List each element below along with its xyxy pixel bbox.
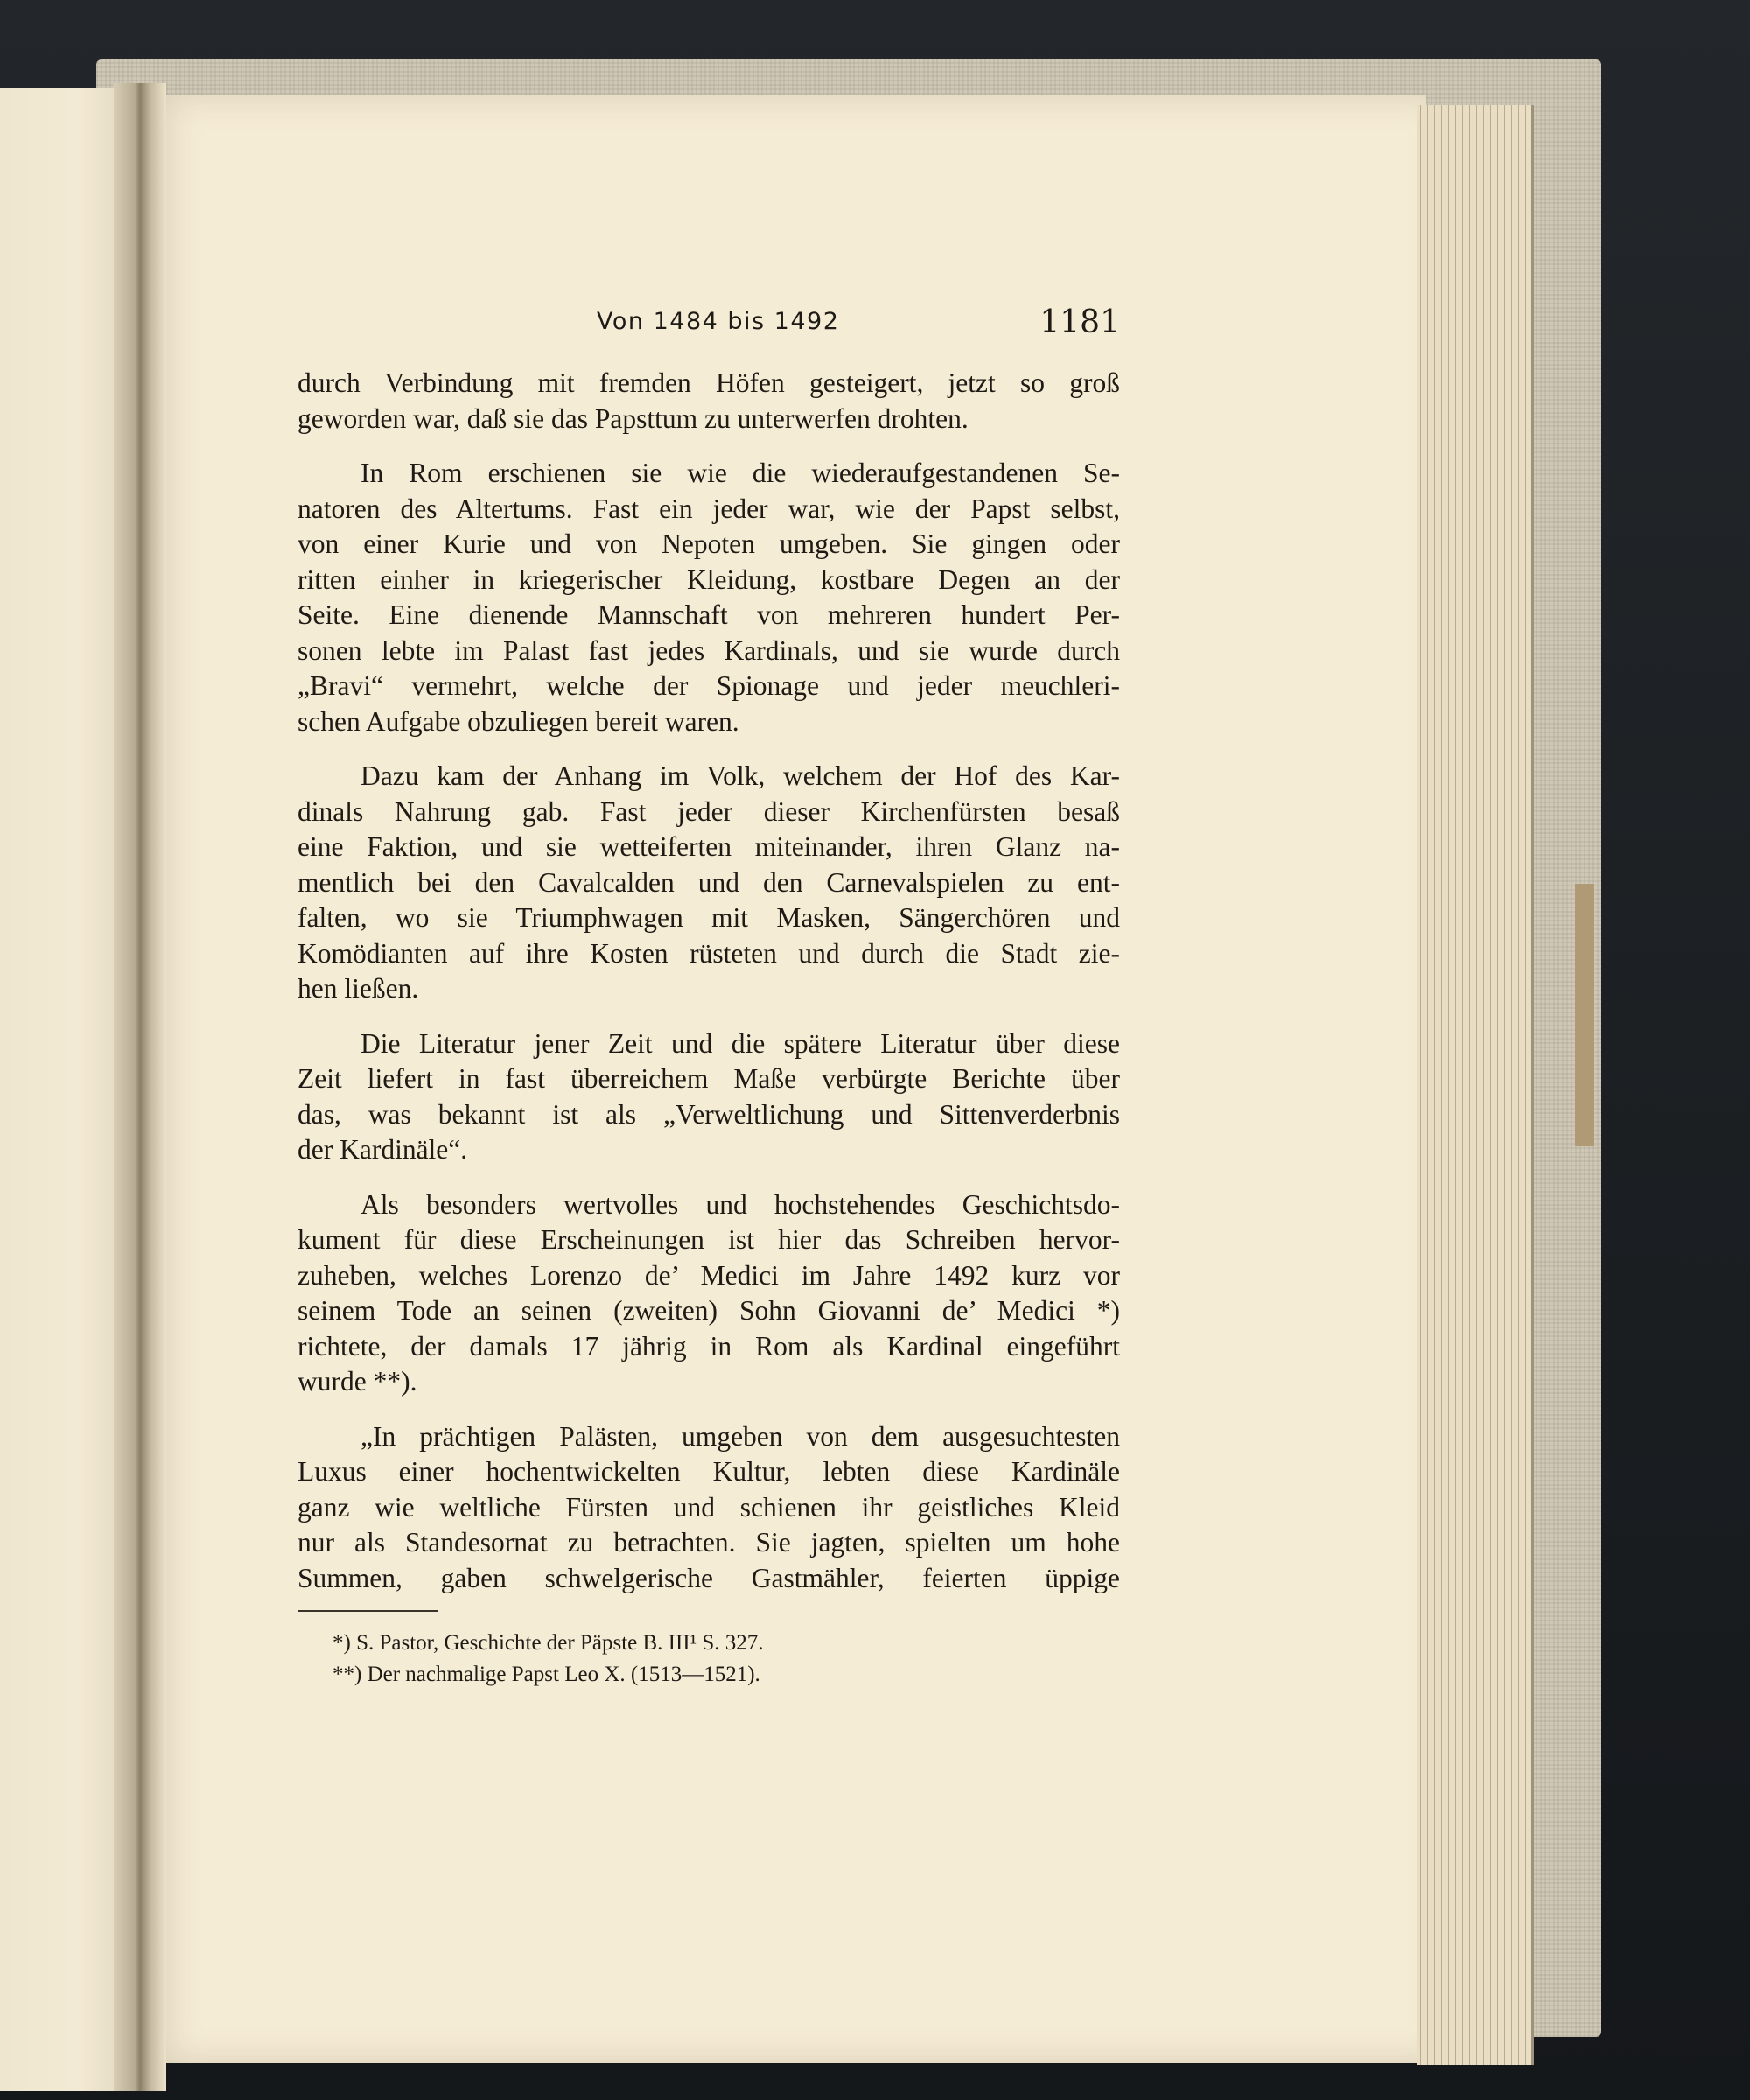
- paragraph: [298, 366, 1120, 437]
- footnote: *) S. Pastor, Geschichte der Päpste B. III¹ S. 327.: [332, 1631, 764, 1655]
- paragraph: [298, 1026, 1120, 1168]
- body-text: [298, 366, 1120, 1615]
- text-line: zuheben, welches Lorenzo de’ Medici im Jahre 1492 kurz vor: [298, 1259, 1120, 1291]
- facing-page-edge: [0, 88, 131, 2091]
- text-line: eine Faktion, und sie wetteiferten miteinander, ihren Glanz na-: [298, 831, 1120, 862]
- text-line: nur als Standesornat zu betrachten. Sie jagten, spielten um hohe: [298, 1527, 1120, 1558]
- text-line: kument für diese Erscheinungen ist hier das Schreiben hervor-: [298, 1224, 1120, 1255]
- text-line: von einer Kurie und von Nepoten umgeben. Sie gingen oder: [298, 528, 1120, 559]
- text-line: Zeit liefert in fast überreichem Maße verbürgte Berichte über: [298, 1063, 1120, 1094]
- text-line: ritten einher in kriegerischer Kleidung, kostbare Degen an der: [298, 564, 1120, 595]
- text-line: natoren des Altertums. Fast ein jeder war, wie der Papst selbst,: [298, 493, 1120, 524]
- text-line: Die Literatur jener Zeit und die spätere Literatur über diese: [360, 1027, 1120, 1059]
- text-line: wurde **).: [298, 1366, 417, 1396]
- text-line: Seite. Eine dienende Mannschaft von mehreren hundert Per-: [298, 599, 1120, 630]
- text-line: hen ließen.: [298, 973, 419, 1004]
- text-line: durch Verbindung mit fremden Höfen gesteigert, jetzt so groß: [298, 368, 1120, 398]
- footnotes: [332, 1628, 1120, 1690]
- running-header: [298, 304, 1120, 352]
- text-line: seinem Tode an seinen (zweiten) Sohn Giovanni de’ Medici *): [298, 1295, 1120, 1326]
- text-line: falten, wo sie Triumphwagen mit Masken, Sängerchören und: [298, 902, 1120, 933]
- text-line: schen Aufgabe obzuliegen bereit waren.: [298, 705, 739, 737]
- text-line: Summen, gaben schwelgerische Gastmähler, feierten üppige: [298, 1562, 1120, 1593]
- paragraph: [298, 1187, 1120, 1400]
- text-line: sonen lebte im Palast fast jedes Kardinals, und sie wurde durch: [298, 634, 1120, 666]
- text-line: mentlich bei den Cavalcalden und den Carnevalspielen zu ent-: [298, 866, 1120, 898]
- footnote-divider: [298, 1610, 438, 1612]
- paragraph: [298, 759, 1120, 1007]
- bookmark-ribbon: [1575, 884, 1594, 1146]
- page-block-edges: [1418, 105, 1534, 2065]
- paragraph: [298, 1419, 1120, 1597]
- text-line: Luxus einer hochentwickelten Kultur, lebten diese Kardinäle: [298, 1456, 1120, 1487]
- text-line: Dazu kam der Anhang im Volk, welchem der Hof des Kar-: [360, 760, 1120, 791]
- footnote: **) Der nachmalige Papst Leo X. (1513—1521).: [332, 1662, 760, 1686]
- text-line: „In prächtigen Palästen, umgeben von dem ausgesuchtesten: [360, 1420, 1120, 1452]
- paragraph: [298, 456, 1120, 739]
- text-line: ganz wie weltliche Fürsten und schienen ihr geistliches Kleid: [298, 1491, 1120, 1522]
- text-line: geworden war, daß sie das Papsttum zu unterwerfen drohten.: [298, 402, 969, 434]
- text-line: der Kardinäle“.: [298, 1134, 468, 1165]
- book-gutter: [114, 83, 166, 2091]
- text-line: Komödianten auf ihre Kosten rüsteten und durch die Stadt zie-: [298, 937, 1120, 969]
- text-line: das, was bekannt ist als „Verweltlichung und Sittenverderbnis: [298, 1098, 1120, 1130]
- running-title: Von 1484 bis 1492: [597, 308, 840, 335]
- text-line: richtete, der damals 17 jährig in Rom als Kardinal eingeführt: [298, 1330, 1120, 1362]
- text-line: dinals Nahrung gab. Fast jeder dieser Kirchenfürsten besaß: [298, 795, 1120, 827]
- page-number: 1181: [1040, 304, 1120, 340]
- text-line: In Rom erschienen sie wie die wiederaufgestandenen Se-: [360, 458, 1120, 488]
- text-line: Als besonders wertvolles und hochstehendes Geschichtsdo-: [360, 1188, 1120, 1220]
- text-line: „Bravi“ vermehrt, welche der Spionage und jeder meuchleri-: [298, 670, 1120, 701]
